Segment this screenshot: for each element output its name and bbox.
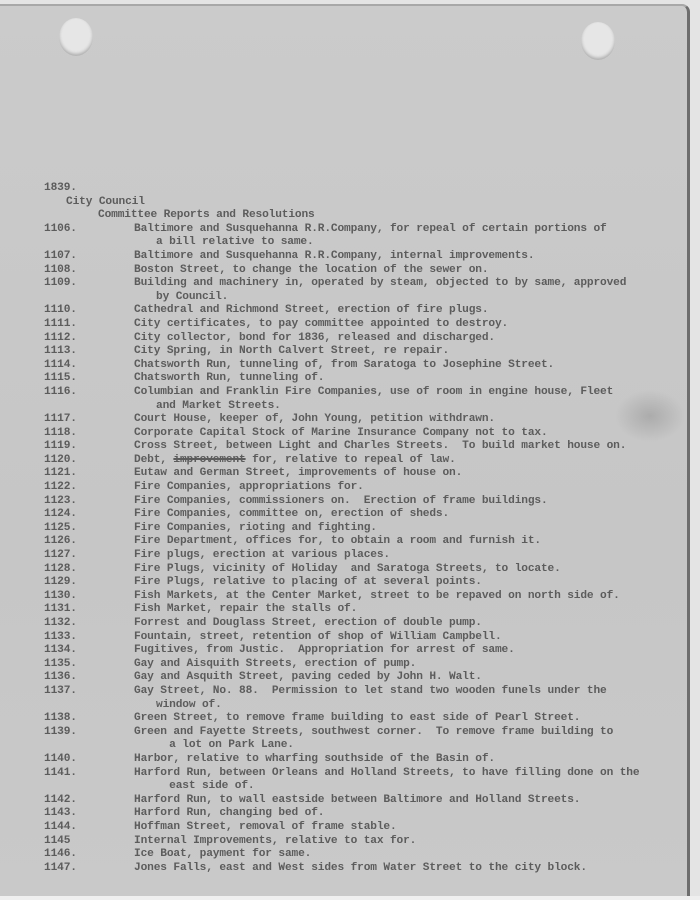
entry-text-part: for, relative to repeal of law. (245, 453, 456, 466)
list-item (44, 250, 674, 264)
list-item (44, 617, 674, 631)
struck-out-word: improvement (173, 453, 246, 466)
entry-number: 1126. (44, 535, 77, 548)
list-item (44, 590, 674, 604)
entry-text (134, 223, 674, 250)
list-item (44, 318, 674, 332)
entry-text-line: Gay Street, No. 88. Permission to let stand two wooden funels under the (134, 684, 607, 697)
entry-number: 1109. (44, 277, 77, 290)
entry-text-line: Fire plugs, erection at various places. (134, 549, 390, 562)
entry-text (134, 454, 674, 468)
entry-text (134, 767, 674, 794)
entry-number: 1136. (44, 671, 77, 684)
entry-text-line: Fire Department, offices for, to obtain a room and furnish it. (134, 535, 541, 548)
entry-number: 1140. (44, 752, 77, 765)
list-item (44, 807, 674, 821)
entry-number: 1138. (44, 712, 77, 725)
entry-number: 1121. (44, 467, 77, 480)
entry-text-line: Harford Run, changing bed of. (134, 807, 325, 820)
entry-number: 1127. (44, 549, 77, 562)
entry-text-line: City certificates, to pay committee appointed to destroy. (134, 317, 509, 330)
entry-text (134, 631, 674, 645)
entry-number: 1143. (44, 807, 77, 820)
entry-text-line: Fire Companies, rioting and fighting. (134, 521, 377, 534)
entry-text-line: Ice Boat, payment for same. (134, 848, 312, 861)
entry-number: 1119. (44, 440, 77, 453)
entry-text-line: Chatsworth Run, tunneling of, from Saratoga to Josephine Street. (134, 358, 555, 371)
list-item (44, 835, 674, 849)
entry-number: 1123. (44, 494, 77, 507)
entry-text (134, 794, 674, 808)
entry-number: 1131. (44, 603, 77, 616)
entry-text-line: Corporate Capital Stock of Marine Insurance Company not to tax. (134, 426, 548, 439)
list-item (44, 862, 674, 876)
entry-number: 1106. (44, 222, 77, 235)
entry-number: 1129. (44, 576, 77, 589)
entry-text (134, 372, 674, 386)
entry-number: 1128. (44, 562, 77, 575)
entry-text-line: Cross Street, between Light and Charles Streets. To build market house on. (134, 440, 627, 453)
list-item (44, 413, 674, 427)
list-item (44, 223, 674, 250)
entry-text (134, 590, 674, 604)
entry-text (134, 386, 674, 413)
list-item (44, 753, 674, 767)
entry-text-line: Baltimore and Susquehanna R.R.Company, for repeal of certain portions of (134, 222, 607, 235)
document-page (0, 4, 690, 896)
entry-text (134, 359, 674, 373)
entry-text (134, 495, 674, 509)
entry-text (134, 508, 674, 522)
list-item (44, 427, 674, 441)
list-item (44, 644, 674, 658)
entry-text (134, 467, 674, 481)
section-heading: City Council (66, 195, 145, 208)
typed-text-block (44, 182, 674, 875)
entry-number: 1124. (44, 508, 77, 521)
entry-continuation-line: a lot on Park Lane. (156, 739, 294, 752)
entry-text-line: Hoffman Street, removal of frame stable. (134, 820, 397, 833)
entry-text-line: Green Street, to remove frame building to east side of Pearl Street. (134, 712, 581, 725)
entry-text-part: Debt, (134, 453, 174, 466)
entry-text (134, 318, 674, 332)
entry-number: 1132. (44, 617, 77, 629)
entry-text-line: Fugitives, from Justic. Appropriation for arrest of same. (134, 644, 515, 657)
entry-text-line: Building and machinery in, operated by steam, objected to by same, approved (134, 277, 627, 290)
entry-text (134, 685, 674, 712)
entry-number: 1113. (44, 345, 77, 358)
section-subheading: Committee Reports and Resolutions (98, 209, 315, 222)
entry-text (134, 345, 674, 359)
entry-text (134, 753, 674, 767)
entry-text-line: Internal Improvements, relative to tax for. (134, 834, 417, 847)
entry-text-line: Fire Companies, appropriations for. (134, 481, 364, 494)
entry-text (134, 862, 674, 876)
list-item (44, 372, 674, 386)
entry-text (134, 549, 674, 563)
year-heading: 1839. (44, 182, 77, 194)
entry-text-line: Green and Fayette Streets, southwest corner. To remove frame building to (134, 725, 614, 738)
list-item (44, 603, 674, 617)
list-item (44, 467, 674, 481)
entry-text-line: Gay and Aisquith Streets, erection of pump. (134, 657, 417, 670)
entry-text-line: Eutaw and German Street, improvements of house on. (134, 467, 463, 480)
list-item (44, 794, 674, 808)
entry-number: 1147. (44, 861, 77, 874)
entry-text-line: Harbor, relative to wharfing southside of the Basin of. (134, 752, 495, 765)
entry-number: 1137. (44, 684, 77, 697)
entry-text-line: Jones Falls, east and West sides from Water Street to the city block. (134, 861, 587, 874)
entry-number: 1108. (44, 263, 77, 276)
entry-text-line: Fire Plugs, relative to placing of at several points. (134, 576, 482, 589)
entry-text-line: Harford Run, between Orleans and Holland Streets, to have filling done on the (134, 766, 640, 779)
entry-number: 1118. (44, 426, 77, 439)
entry-text-line: Baltimore and Susquehanna R.R.Company, internal improvements. (134, 249, 535, 262)
entry-number: 1122. (44, 481, 77, 494)
entry-number: 1110. (44, 304, 77, 317)
punch-hole-right (581, 22, 615, 60)
list-item (44, 304, 674, 318)
entry-number: 1125. (44, 521, 77, 534)
entry-text (134, 821, 674, 835)
list-item (44, 359, 674, 373)
entry-text-line: Cathedral and Richmond Street, erection of fire plugs. (134, 304, 489, 317)
list-item (44, 549, 674, 563)
list-item (44, 671, 674, 685)
entry-continuation-line: window of. (156, 698, 222, 711)
entry-number: 1116. (44, 385, 77, 398)
entry-text-line: Fire Companies, commissioners on. Erection of frame buildings. (134, 494, 548, 507)
entry-text (134, 250, 674, 264)
entry-text-line: Columbian and Franklin Fire Companies, use of room in engine house, Fleet (134, 385, 614, 398)
entry-text (134, 277, 674, 304)
list-item (44, 726, 674, 753)
entry-list (44, 223, 674, 876)
entry-text-line: Fish Market, repair the stalls of. (134, 603, 358, 616)
entry-text (134, 671, 674, 685)
entry-text-line: Forrest and Douglass Street, erection of double pump. (134, 617, 482, 629)
entry-text-line: Chatsworth Run, tunneling of. (134, 372, 325, 385)
entry-text (134, 712, 674, 726)
entry-number: 1130. (44, 589, 77, 602)
entry-text (134, 332, 674, 346)
list-item (44, 631, 674, 645)
entry-number: 1135. (44, 657, 77, 670)
entry-text (134, 835, 674, 849)
entry-text (134, 535, 674, 549)
entry-number: 1133. (44, 630, 77, 643)
entry-number: 1139. (44, 725, 77, 738)
entry-text-line: City Spring, in North Calvert Street, re repair. (134, 345, 450, 358)
entry-text (134, 481, 674, 495)
entry-text-line: City collector, bond for 1836, released and discharged. (134, 331, 495, 344)
entry-text (134, 603, 674, 617)
entry-number: 1112. (44, 331, 77, 344)
entry-text (134, 576, 674, 590)
list-item (44, 848, 674, 862)
list-item (44, 576, 674, 590)
entry-text (134, 658, 674, 672)
entry-text (134, 617, 674, 631)
entry-text (134, 563, 674, 577)
entry-number: 1141. (44, 766, 77, 779)
list-item (44, 563, 674, 577)
entry-number: 1146. (44, 848, 77, 861)
entry-number: 1134. (44, 644, 77, 657)
list-item (44, 508, 674, 522)
list-item (44, 277, 674, 304)
list-item (44, 345, 674, 359)
punch-hole-left (59, 18, 93, 56)
list-item (44, 821, 674, 835)
list-item (44, 658, 674, 672)
entry-text (134, 644, 674, 658)
list-item (44, 454, 674, 468)
list-item (44, 535, 674, 549)
entry-text-line: Gay and Asquith Street, paving ceded by John H. Walt. (134, 671, 482, 684)
entry-continuation-line: east side of. (156, 780, 255, 793)
entry-text-line: Fish Markets, at the Center Market, street to be repaved on north side of. (134, 589, 620, 602)
entry-text (134, 848, 674, 862)
list-item (44, 712, 674, 726)
entry-text-line: Court House, keeper of, John Young, petition withdrawn. (134, 413, 495, 426)
list-item (44, 481, 674, 495)
entry-number: 1142. (44, 793, 77, 806)
entry-text-line: Fire Companies, committee on, erection of sheds. (134, 508, 450, 521)
entry-number: 1107. (44, 249, 77, 262)
entry-text-line: Fountain, street, retention of shop of William Campbell. (134, 630, 502, 643)
entry-text-line: Boston Street, to change the location of the sewer on. (134, 263, 489, 276)
entry-text (134, 726, 674, 753)
list-item (44, 332, 674, 346)
entry-text (134, 413, 674, 427)
list-item (44, 522, 674, 536)
entry-text (134, 440, 674, 454)
entry-number: 1120. (44, 453, 77, 466)
entry-text-line: Fire Plugs, vicinity of Holiday and Saratoga Streets, to locate. (134, 562, 561, 575)
entry-text (134, 264, 674, 278)
list-item (44, 495, 674, 509)
list-item (44, 386, 674, 413)
scan-margin (0, 896, 700, 900)
entry-number: 1117. (44, 413, 77, 426)
entry-continuation-line: by Council. (156, 290, 229, 303)
list-item (44, 264, 674, 278)
entry-text-line: Harford Run, to wall eastside between Baltimore and Holland Streets. (134, 793, 581, 806)
list-item (44, 440, 674, 454)
entry-number: 1114. (44, 358, 77, 371)
entry-text (134, 304, 674, 318)
entry-text (134, 427, 674, 441)
entry-text (134, 807, 674, 821)
list-item (44, 685, 674, 712)
entry-continuation-line: a bill relative to same. (156, 236, 314, 249)
entry-text (134, 522, 674, 536)
entry-number: 1145 (44, 834, 71, 847)
entry-number: 1111. (44, 317, 77, 330)
entry-continuation-line: and Market Streets. (156, 399, 281, 412)
entry-number: 1144. (44, 820, 77, 833)
entry-number: 1115. (44, 372, 77, 385)
list-item (44, 767, 674, 794)
